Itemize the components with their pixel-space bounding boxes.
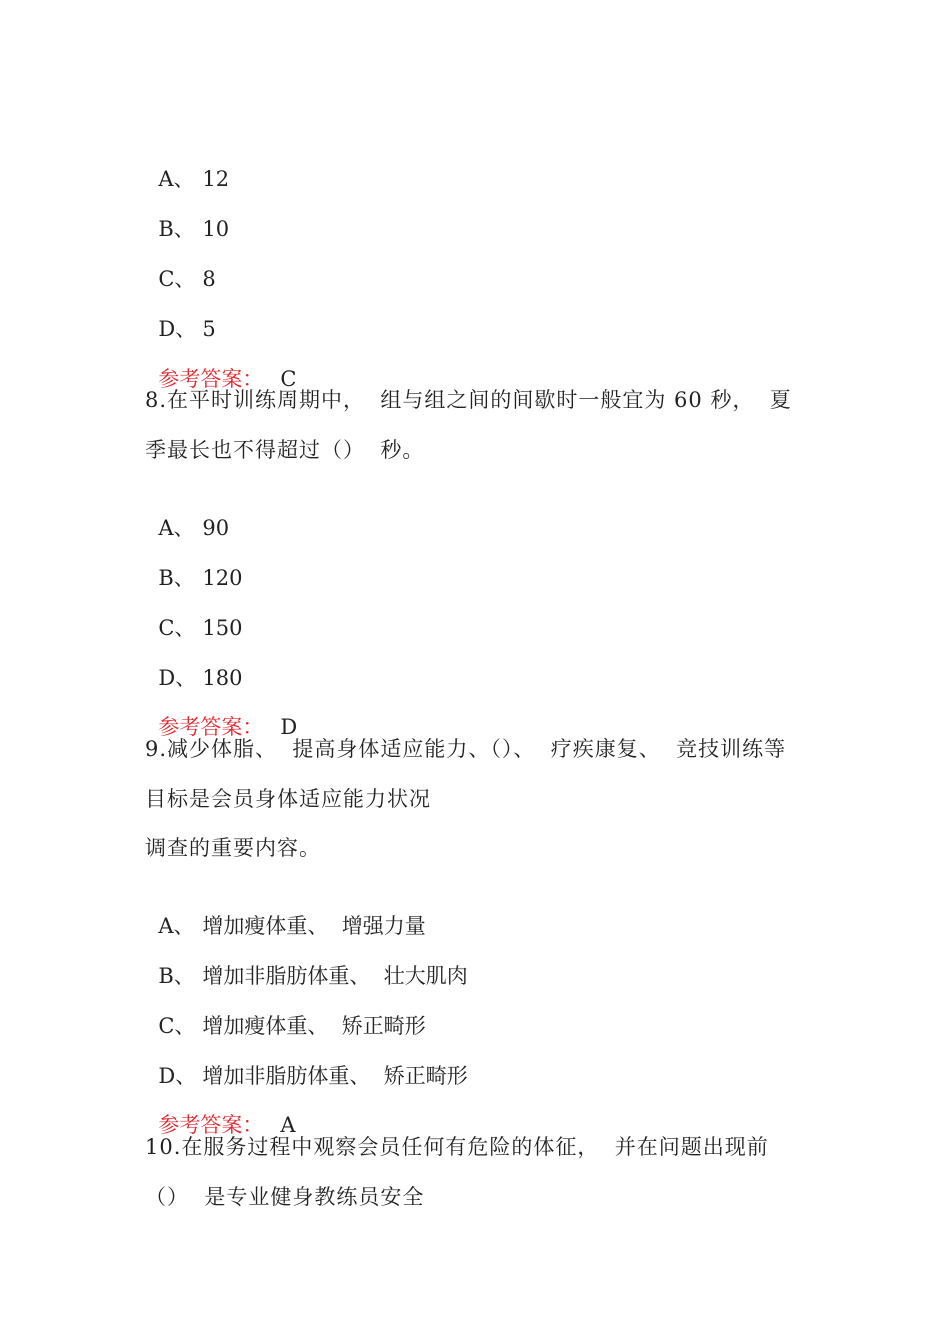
q10-text-line-2: （） 是专业健身教练员安全 [145, 1185, 425, 1209]
option-text: 增加非脂肪体重、 壮大肌肉 [202, 964, 468, 988]
option-text: 150 [202, 616, 243, 640]
q8-option-c [145, 586, 242, 642]
q10-text-line-1: 10.在服务过程中观察会员任何有危险的体征， 并在问题出现前 [145, 1135, 769, 1159]
option-text: 增加瘦体重、 增强力量 [202, 914, 426, 938]
answer-label: 参考答案： [158, 367, 264, 391]
option-label: D、 [158, 317, 197, 341]
q9-text-line-1: 9.减少体脂、 提高身体适应能力、（）、 疗疾康复、 竞技训练等 [145, 737, 787, 761]
answer-value: D [280, 715, 298, 739]
option-text: 5 [202, 317, 216, 341]
q8-answer [145, 685, 297, 741]
q9-text-line-3: 调查的重要内容。 [145, 836, 321, 860]
q8-option-d [145, 636, 242, 692]
option-label: D、 [158, 1064, 197, 1088]
option-text: 增加瘦体重、 矫正畸形 [202, 1014, 426, 1038]
option-label: D、 [158, 666, 197, 690]
option-label: C、 [158, 616, 196, 640]
q8-text-line-1: 8.在平时训练周期中， 组与组之间的间歇时一般宜为 60 秒， 夏 [145, 388, 792, 412]
option-label: A、 [158, 167, 195, 191]
option-text: 10 [202, 217, 230, 241]
option-text: 12 [202, 167, 230, 191]
q7-option-c [145, 237, 216, 293]
q9-option-d [145, 1034, 468, 1090]
q7-answer [145, 337, 296, 393]
q9-option-c [145, 984, 426, 1040]
q9-option-b [145, 934, 468, 990]
q8-text-line-2: 季最长也不得超过（） 秒。 [145, 438, 425, 462]
option-label: A、 [158, 914, 195, 938]
option-text: 90 [202, 516, 230, 540]
q7-option-d [145, 287, 216, 343]
answer-label: 参考答案： [158, 715, 264, 739]
answer-value: A [280, 1113, 296, 1137]
answer-value: C [280, 367, 297, 391]
q9-option-a [145, 884, 426, 940]
q9-text-line-2: 目标是会员身体适应能力状况 [145, 787, 431, 811]
answer-label: 参考答案： [158, 1113, 264, 1137]
q7-option-b [145, 187, 229, 243]
option-label: A、 [158, 516, 195, 540]
option-label: C、 [158, 1014, 196, 1038]
q9-answer [145, 1083, 296, 1139]
option-label: C、 [158, 267, 196, 291]
option-label: B、 [158, 964, 195, 988]
option-text: 120 [202, 566, 243, 590]
option-text: 8 [202, 267, 216, 291]
q8-option-b [145, 536, 242, 592]
option-label: B、 [158, 217, 195, 241]
q7-option-a [145, 137, 229, 193]
option-label: B、 [158, 566, 195, 590]
option-text: 180 [202, 666, 243, 690]
option-text: 增加非脂肪体重、 矫正畸形 [202, 1064, 468, 1088]
q8-option-a [145, 486, 229, 542]
